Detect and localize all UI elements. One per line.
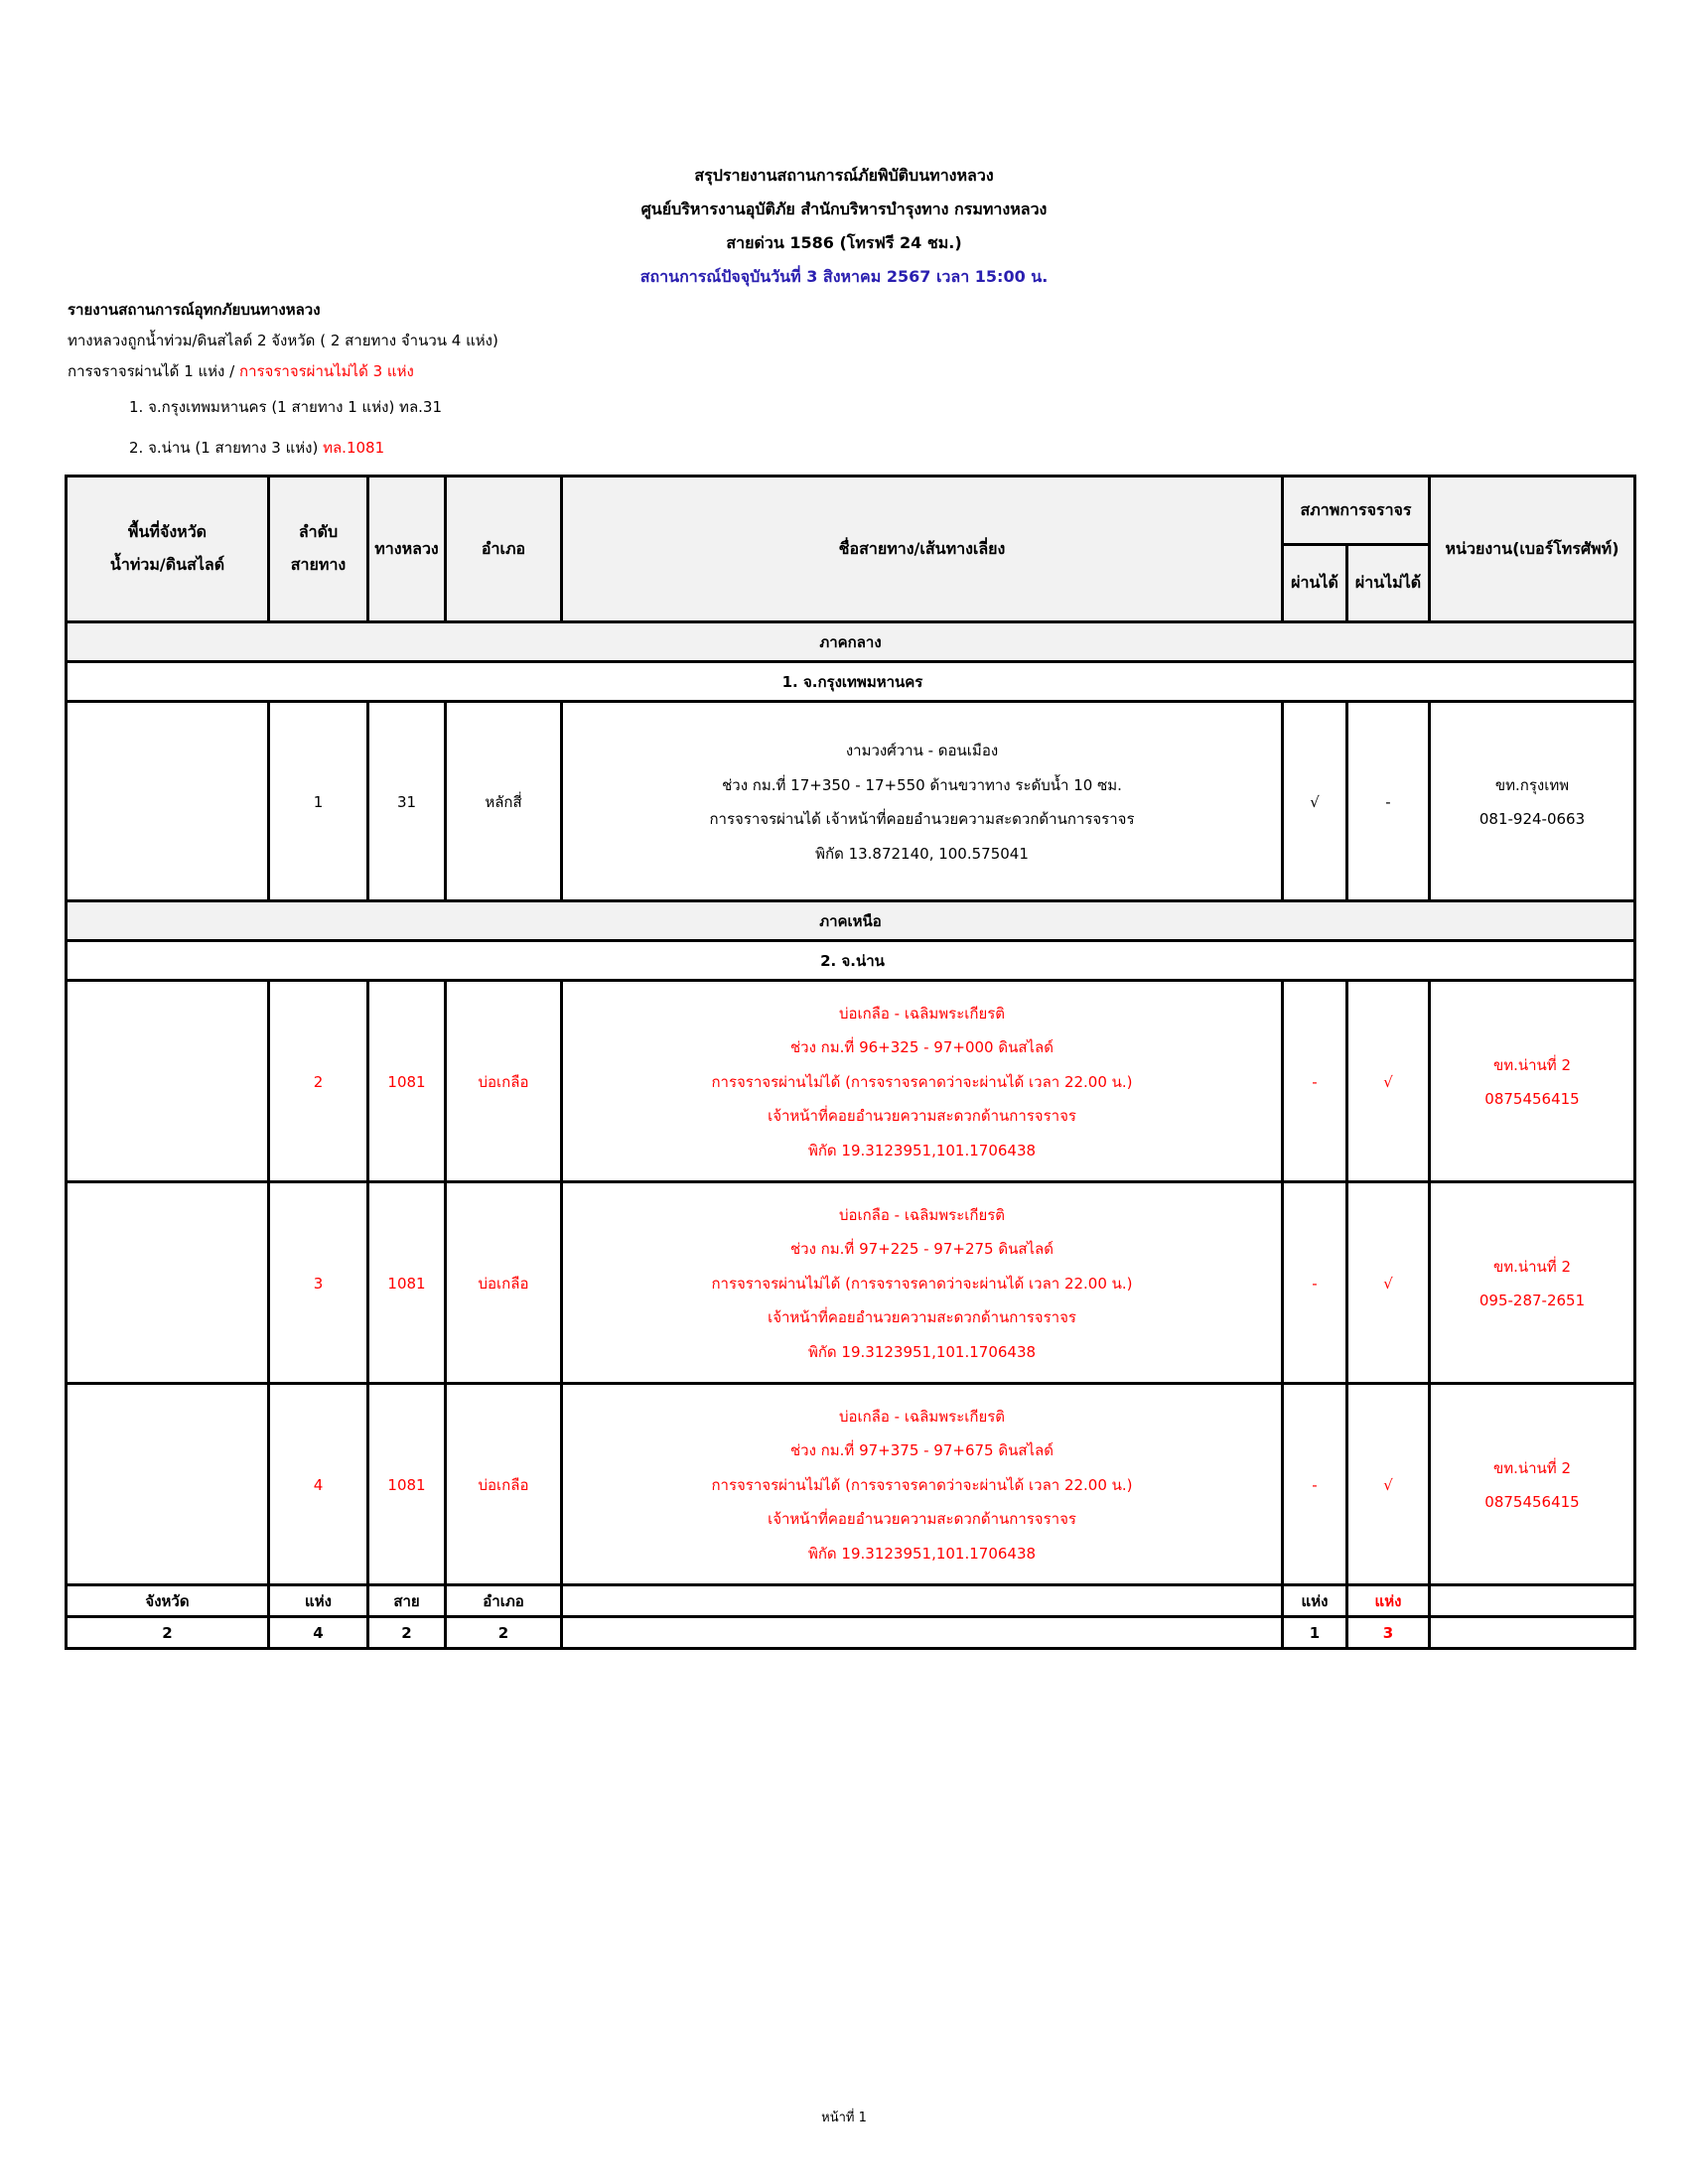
summary-section xyxy=(68,295,498,469)
table-row xyxy=(67,981,1635,1182)
total-value-routes: 2 xyxy=(368,1617,446,1649)
district-value: หลักสี่ xyxy=(485,792,522,811)
highway-cell xyxy=(368,702,446,901)
province-cell xyxy=(67,981,269,1182)
report-title: สรุปรายงานสถานการณ์ภัยพิบัติบนทางหลวง xyxy=(694,166,994,185)
km-range: ช่วง กม.ที่ 17+350 - 17+550 ด้านขวาทาง ระดับน้ำ 10 ซม. xyxy=(722,775,1122,794)
report-header xyxy=(0,159,1688,294)
no-pass-cell xyxy=(1347,981,1430,1182)
highway-value: 1081 xyxy=(387,1072,426,1091)
total-value-pass: 1 xyxy=(1283,1617,1347,1649)
region-central: ภาคกลาง xyxy=(67,622,1635,662)
agency-cell xyxy=(1430,702,1635,901)
staff-note: เจ้าหน้าที่คอยอำนวยความสะดวกด้านการจราจร xyxy=(768,1308,1076,1327)
no-pass-mark: √ xyxy=(1383,1274,1393,1293)
staff-note: เจ้าหน้าที่คอยอำนวยความสะดวกด้านการจราจร xyxy=(768,1107,1076,1126)
report-subtitle: ศูนย์บริหารงานอุบัติภัย สำนักบริหารบำรุงทาง กรมทางหลวง xyxy=(640,200,1048,218)
order-value: 2 xyxy=(313,1072,324,1091)
table-row xyxy=(67,702,1635,901)
highway-cell xyxy=(368,1182,446,1384)
total-value-empty xyxy=(562,1617,1283,1649)
order-value: 4 xyxy=(313,1475,324,1494)
highway-cell xyxy=(368,1384,446,1585)
summary-line-affected: ทางหลวงถูกน้ำท่วม/ดินสไลด์ 2 จังหวัด ( 2 สายทาง จำนวน 4 แห่ง) xyxy=(68,332,498,349)
col-header-province-line1: พื้นที่จังหวัด xyxy=(127,522,208,541)
no-pass-mark: - xyxy=(1385,792,1391,811)
summary-item-nan-text: 2. จ.น่าน (1 สายทาง 3 แห่ง) xyxy=(129,439,324,457)
order-cell xyxy=(269,702,368,901)
pass-mark: - xyxy=(1312,1475,1318,1494)
summary-item-nan-route: ทล.1081 xyxy=(323,439,385,457)
district-value: บ่อเกลือ xyxy=(478,1274,529,1293)
agency-phone: 0875456415 xyxy=(1484,1493,1580,1511)
col-header-district: อำเภอ xyxy=(446,477,562,622)
total-label-pass: แห่ง xyxy=(1283,1585,1347,1617)
summary-line-traffic xyxy=(68,356,498,387)
col-header-province-line2: น้ำท่วม/ดินสไลด์ xyxy=(109,555,225,574)
district-cell xyxy=(446,702,562,901)
nopass-count-text: การจราจรผ่านไม่ได้ 3 แห่ง xyxy=(238,362,414,380)
km-range: ช่วง กม.ที่ 97+225 - 97+275 ดินสไลด์ xyxy=(789,1240,1054,1259)
total-label-routes: สาย xyxy=(368,1585,446,1617)
total-value-spots: 4 xyxy=(269,1617,368,1649)
table-row xyxy=(67,1384,1635,1585)
col-header-order-line2: สายทาง xyxy=(290,555,347,574)
order-value: 1 xyxy=(313,792,324,811)
no-pass-cell xyxy=(1347,702,1430,901)
total-value-agency-empty xyxy=(1430,1617,1635,1649)
route-name: บ่อเกลือ - เฉลิมพระเกียรติ xyxy=(838,1004,1006,1023)
traffic-note: การจราจรผ่านได้ เจ้าหน้าที่คอยอำนวยความสะดวกด้านการจราจร xyxy=(709,810,1135,828)
pass-mark: - xyxy=(1312,1274,1318,1293)
province-bangkok: 1. จ.กรุงเทพมหานคร xyxy=(67,662,1635,702)
km-range: ช่วง กม.ที่ 96+325 - 97+000 ดินสไลด์ xyxy=(789,1038,1054,1057)
agency-phone: 0875456415 xyxy=(1484,1090,1580,1108)
hotline-text: สายด่วน 1586 (โทรฟรี 24 ชม.) xyxy=(726,233,962,252)
no-pass-cell xyxy=(1347,1182,1430,1384)
traffic-note: การจราจรผ่านไม่ได้ (การจราจรคาดว่าจะผ่านได้ เวลา 22.00 น.) xyxy=(711,1274,1133,1293)
table-header-row xyxy=(67,477,1635,545)
col-header-highway: ทางหลวง xyxy=(368,477,446,622)
province-row xyxy=(67,662,1635,702)
coordinates: พิกัด 13.872140, 100.575041 xyxy=(815,844,1029,863)
province-cell xyxy=(67,702,269,901)
incident-table xyxy=(65,475,1636,1650)
pass-count-text: การจราจรผ่านได้ 1 แห่ง / xyxy=(68,362,239,380)
highway-value: 1081 xyxy=(387,1274,426,1293)
province-cell xyxy=(67,1182,269,1384)
order-cell xyxy=(269,1384,368,1585)
agency-phone: 095-287-2651 xyxy=(1478,1292,1586,1309)
col-header-agency: หน่วยงาน(เบอร์โทรศัพท์) xyxy=(1430,477,1635,622)
km-range: ช่วง กม.ที่ 97+375 - 97+675 ดินสไลด์ xyxy=(789,1441,1054,1460)
staff-note: เจ้าหน้าที่คอยอำนวยความสะดวกด้านการจราจร xyxy=(768,1510,1076,1529)
table-row xyxy=(67,1182,1635,1384)
route-name: บ่อเกลือ - เฉลิมพระเกียรติ xyxy=(838,1407,1006,1426)
agency-phone: 081-924-0663 xyxy=(1478,810,1586,828)
page-number: หน้าที่ 1 xyxy=(821,2111,867,2125)
pass-cell xyxy=(1283,1384,1347,1585)
agency-name: ขท.กรุงเทพ xyxy=(1494,775,1570,794)
coordinates: พิกัด 19.3123951,101.1706438 xyxy=(807,1141,1037,1160)
highway-value: 1081 xyxy=(387,1475,426,1494)
region-row xyxy=(67,622,1635,662)
agency-name: ขท.น่านที่ 2 xyxy=(1492,1055,1572,1074)
summary-item-nan xyxy=(68,428,498,469)
order-cell xyxy=(269,1182,368,1384)
district-value: บ่อเกลือ xyxy=(478,1475,529,1494)
col-header-order-line1: ลำดับ xyxy=(298,522,339,541)
order-value: 3 xyxy=(313,1274,324,1293)
coordinates: พิกัด 19.3123951,101.1706438 xyxy=(807,1342,1037,1361)
details-cell xyxy=(562,1384,1283,1585)
totals-label-row xyxy=(67,1585,1635,1617)
coordinates: พิกัด 19.3123951,101.1706438 xyxy=(807,1544,1037,1563)
col-header-pass: ผ่านได้ xyxy=(1283,545,1347,622)
col-header-route-name: ชื่อสายทาง/เส้นทางเลี่ยง xyxy=(562,477,1283,622)
district-cell xyxy=(446,1182,562,1384)
totals-value-row xyxy=(67,1617,1635,1649)
district-cell xyxy=(446,1384,562,1585)
details-cell xyxy=(562,981,1283,1182)
total-label-empty xyxy=(562,1585,1283,1617)
pass-cell xyxy=(1283,1182,1347,1384)
total-label-province: จังหวัด xyxy=(67,1585,269,1617)
agency-cell xyxy=(1430,981,1635,1182)
pass-mark: - xyxy=(1312,1072,1318,1091)
agency-cell xyxy=(1430,1384,1635,1585)
pass-cell xyxy=(1283,981,1347,1182)
total-label-agency-empty xyxy=(1430,1585,1635,1617)
highway-cell xyxy=(368,981,446,1182)
order-cell xyxy=(269,981,368,1182)
agency-name: ขท.น่านที่ 2 xyxy=(1492,1257,1572,1276)
total-label-no-pass: แห่ง xyxy=(1347,1585,1430,1617)
total-value-district: 2 xyxy=(446,1617,562,1649)
no-pass-mark: √ xyxy=(1383,1475,1393,1494)
agency-cell xyxy=(1430,1182,1635,1384)
province-nan: 2. จ.น่าน xyxy=(67,941,1635,981)
details-cell xyxy=(562,1182,1283,1384)
no-pass-cell xyxy=(1347,1384,1430,1585)
region-north: ภาคเหนือ xyxy=(67,901,1635,941)
col-header-province xyxy=(67,477,269,622)
province-cell xyxy=(67,1384,269,1585)
route-name: บ่อเกลือ - เฉลิมพระเกียรติ xyxy=(838,1205,1006,1224)
pass-mark: √ xyxy=(1310,792,1320,811)
col-header-order xyxy=(269,477,368,622)
pass-cell xyxy=(1283,702,1347,901)
col-header-no-pass: ผ่านไม่ได้ xyxy=(1347,545,1430,622)
district-cell xyxy=(446,981,562,1182)
total-value-province: 2 xyxy=(67,1617,269,1649)
total-value-no-pass: 3 xyxy=(1347,1617,1430,1649)
province-row xyxy=(67,941,1635,981)
summary-item-bangkok: 1. จ.กรุงเทพมหานคร (1 สายทาง 1 แห่ง) ทล.31 xyxy=(129,398,442,416)
summary-heading: รายงานสถานการณ์อุทกภัยบนทางหลวง xyxy=(68,301,321,319)
traffic-note: การจราจรผ่านไม่ได้ (การจราจรคาดว่าจะผ่านได้ เวลา 22.00 น.) xyxy=(711,1475,1133,1494)
details-cell xyxy=(562,702,1283,901)
highway-value: 31 xyxy=(396,792,417,811)
route-name: งามวงศ์วาน - ดอนเมือง xyxy=(845,742,999,759)
total-label-district: อำเภอ xyxy=(446,1585,562,1617)
status-datetime: สถานการณ์ปัจจุบันวันที่ 3 สิงหาคม 2567 เวลา 15:00 น. xyxy=(639,267,1049,286)
total-label-spots: แห่ง xyxy=(269,1585,368,1617)
col-header-traffic-status: สภาพการจราจร xyxy=(1283,477,1430,545)
agency-name: ขท.น่านที่ 2 xyxy=(1492,1458,1572,1477)
no-pass-mark: √ xyxy=(1383,1072,1393,1091)
district-value: บ่อเกลือ xyxy=(478,1072,529,1091)
region-row xyxy=(67,901,1635,941)
traffic-note: การจราจรผ่านไม่ได้ (การจราจรคาดว่าจะผ่านได้ เวลา 22.00 น.) xyxy=(711,1072,1133,1091)
